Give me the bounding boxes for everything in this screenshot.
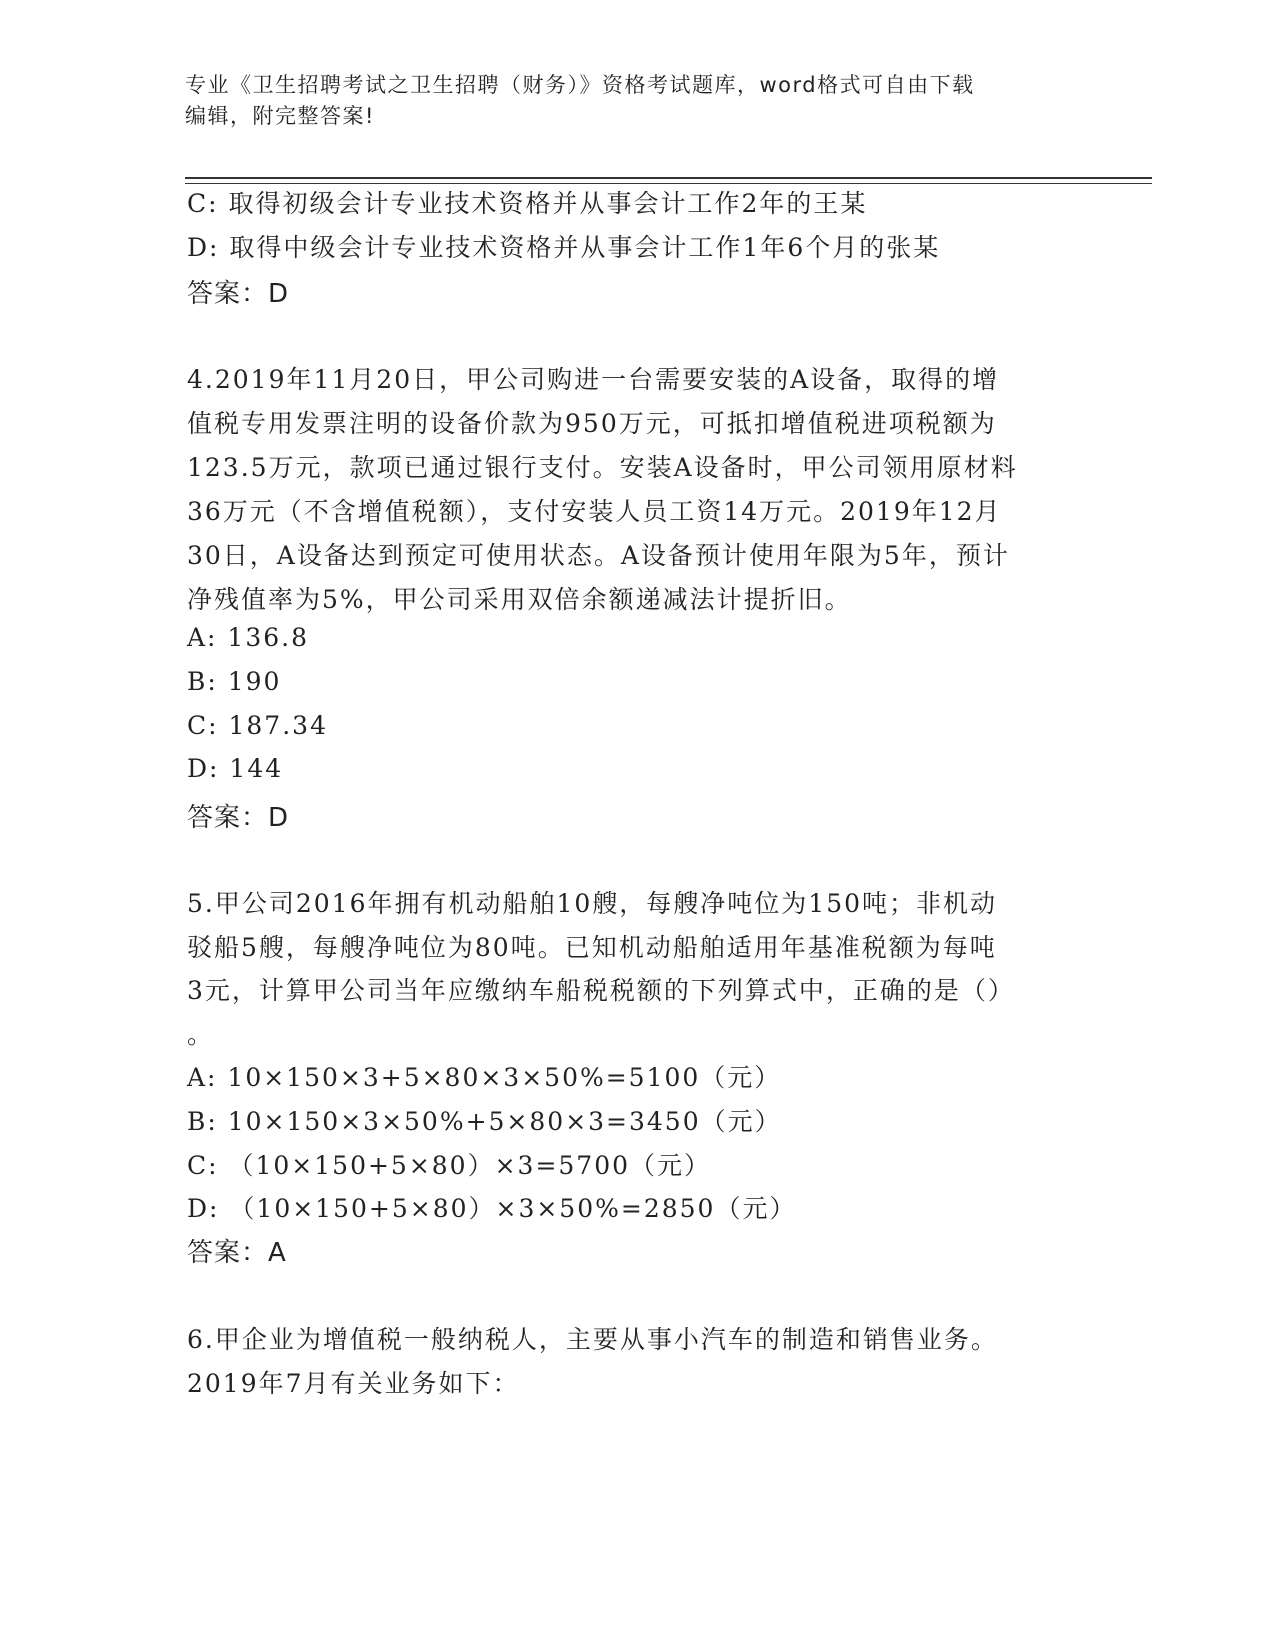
option-b: B: 190 bbox=[187, 667, 282, 696]
option-d: D: 144 bbox=[187, 754, 284, 783]
answer: 答案：A bbox=[187, 1238, 287, 1268]
question-stem-line: 4.2019年11月20日，甲公司购进一台需要安装的A设备，取得的增 bbox=[187, 365, 1000, 394]
question-stem-line: 3元，计算甲公司当年应缴纳车船税税额的下列算式中，正确的是（） bbox=[187, 976, 1015, 1005]
answer: 答案：D bbox=[187, 803, 290, 833]
answer: 答案：D bbox=[187, 279, 290, 309]
option-d: D: 取得中级会计专业技术资格并从事会计工作1年6个月的张某 bbox=[187, 233, 941, 262]
question-stem-line: 净残值率为5%，甲公司采用双倍余额递减法计提折旧。 bbox=[187, 585, 852, 614]
option-c: C: （10×150+5×80）×3=5700（元） bbox=[187, 1151, 712, 1180]
question-stem-line: 123.5万元，款项已通过银行支付。安装A设备时，甲公司领用原材料 bbox=[187, 453, 1018, 482]
question-stem-line: 2019年7月有关业务如下： bbox=[187, 1369, 520, 1398]
question-stem-line: 。 bbox=[187, 1020, 215, 1049]
header-rule-thick bbox=[185, 177, 1152, 179]
question-stem-line: 值税专用发票注明的设备价款为950万元，可抵扣增值税进项税额为 bbox=[187, 409, 997, 438]
question-stem-line: 36万元（不含增值税额），支付安装人员工资14万元。2019年12月 bbox=[187, 497, 1002, 526]
question-stem-line: 30日，A设备达到预定可使用状态。A设备预计使用年限为5年，预计 bbox=[187, 541, 1010, 570]
option-a: A: 136.8 bbox=[187, 623, 309, 652]
question-stem-line: 驳船5艘，每艘净吨位为80吨。已知机动船舶适用年基准税额为每吨 bbox=[187, 933, 997, 962]
option-b: B: 10×150×3×50%+5×80×3=3450（元） bbox=[187, 1107, 782, 1136]
option-c: C: 取得初级会计专业技术资格并从事会计工作2年的王某 bbox=[187, 189, 868, 218]
header-line-1: 专业《卫生招聘考试之卫生招聘（财务）》资格考试题库，word格式可自由下载 bbox=[185, 73, 975, 97]
option-a: A: 10×150×3+5×80×3×50%=5100（元） bbox=[187, 1063, 782, 1092]
header-line-2: 编辑，附完整答案! bbox=[185, 104, 375, 128]
option-c: C: 187.34 bbox=[187, 711, 328, 740]
question-stem-line: 5.甲公司2016年拥有机动船舶10艘，每艘净吨位为150吨；非机动 bbox=[187, 889, 998, 918]
header-text bbox=[185, 70, 1065, 132]
option-d: D: （10×150+5×80）×3×50%=2850（元） bbox=[187, 1194, 797, 1223]
question-stem-line: 6.甲企业为增值税一般纳税人，主要从事小汽车的制造和销售业务。 bbox=[187, 1325, 998, 1354]
